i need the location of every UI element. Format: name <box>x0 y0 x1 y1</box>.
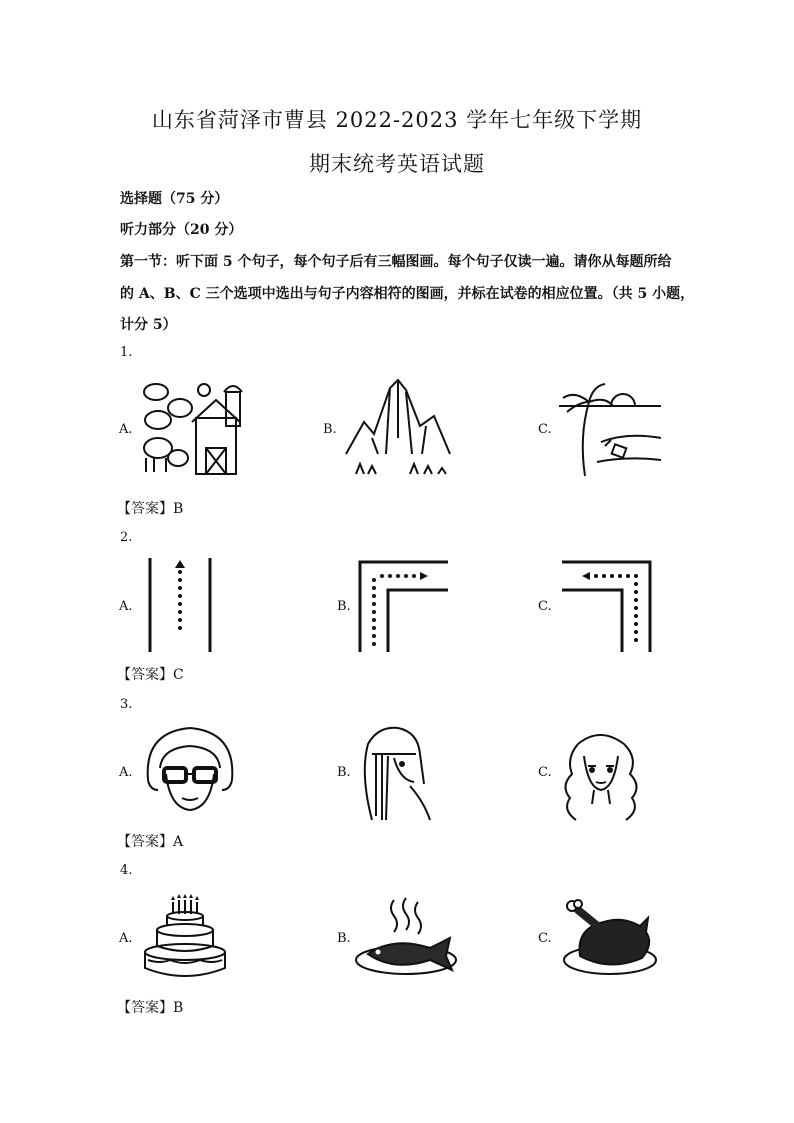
instruction-line-2: 的 A、B、C 三个选项中选出与句子内容相符的图画，并标在试卷的相应位置。（共 5 小题， <box>120 286 695 302</box>
long-curly-hair-girl-icon <box>558 724 644 822</box>
turn-right-road-icon <box>560 558 654 654</box>
instruction-line-1: 第一节：听下面 5 个句子，每个句子后有三幅图画。每个句子仅读一遍。请你从每题所给 <box>120 254 672 270</box>
page-title-line-1: 山东省菏泽市曹县 2022-2023 学年七年级下学期 <box>151 108 643 132</box>
section-choice-heading: 选择题（75 分） <box>120 191 229 207</box>
question-1-option-c-label: C. <box>538 422 552 437</box>
question-3-answer: 【答案】A <box>117 834 184 850</box>
question-3-option-c-label: C. <box>538 765 552 780</box>
question-4-number: 4. <box>120 863 133 878</box>
turn-left-road-icon <box>356 558 450 654</box>
section-listening-heading: 听力部分（20 分） <box>120 222 243 238</box>
instruction-line-3: 计分 5） <box>120 317 177 333</box>
question-2-option-b-label: B. <box>337 599 351 614</box>
question-1-answer: 【答案】B <box>117 501 184 517</box>
question-1-number: 1. <box>120 345 133 360</box>
question-2-option-a-label: A. <box>119 599 133 614</box>
long-straight-hair-girl-icon <box>354 724 434 822</box>
question-1-option-b-label: B. <box>323 422 337 437</box>
question-4-answer: 【答案】B <box>117 1000 184 1016</box>
birthday-cake-icon <box>140 894 230 980</box>
farm-animals-barn-icon <box>138 378 250 478</box>
question-2-answer: 【答案】C <box>117 667 184 683</box>
question-4-option-a-label: A. <box>119 931 133 946</box>
beach-palm-tree-icon <box>557 376 663 480</box>
go-straight-road-icon <box>144 556 214 654</box>
question-3-number: 3. <box>120 697 133 712</box>
mountain-icon <box>342 378 454 478</box>
question-2-number: 2. <box>120 530 133 545</box>
question-4-option-b-label: B. <box>337 931 351 946</box>
question-4-option-c-label: C. <box>538 931 552 946</box>
page-title-line-2: 期末统考英语试题 <box>309 152 485 176</box>
question-2-option-c-label: C. <box>538 599 552 614</box>
short-hair-glasses-girl-icon <box>140 724 240 820</box>
cooked-fish-icon <box>354 894 460 978</box>
question-1-option-a-label: A. <box>119 422 133 437</box>
question-3-option-b-label: B. <box>337 765 351 780</box>
roast-chicken-icon <box>560 898 660 978</box>
question-3-option-a-label: A. <box>119 765 133 780</box>
